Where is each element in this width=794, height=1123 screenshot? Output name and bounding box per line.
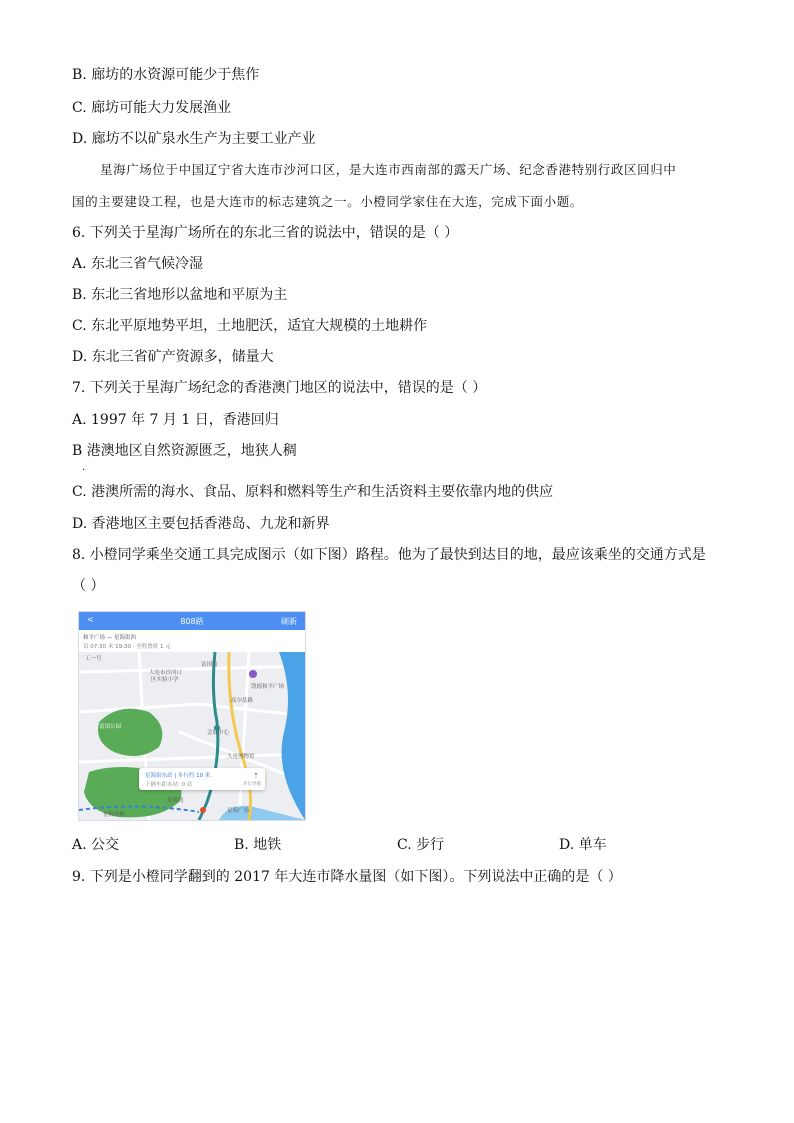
map-route-stops: 和平广场 — 星海街西: [83, 635, 136, 641]
q7-option-c: C. 港澳所需的海水、食品、原料和燃料等生产和生活资料主要依靠内地的供应: [72, 484, 554, 500]
q8-option-b: B. 地铁: [234, 837, 282, 853]
bus-route-map-screenshot: [78, 611, 306, 821]
map-label-2: 大连市沙河口: [149, 670, 183, 676]
q5-option-d: D. 廊坊不以矿泉水生产为主要工业产业: [72, 131, 316, 147]
q6-option-d: D. 东北三省矿产资源多，储量大: [72, 349, 274, 365]
map-route-info: [79, 630, 305, 652]
reading-passage: [72, 160, 732, 212]
poi-marker: [249, 670, 257, 678]
map-label-9: 大连博物馆: [227, 754, 255, 760]
passage-line-2: 国的主要建设工程，也是大连市的标志建筑之一。小橙同学家住在大连，完成下面小题。: [72, 194, 583, 209]
walk-navigation-label: 步行导航: [243, 782, 261, 787]
q7-option-d: D. 香港地区主要包括香港岛、九龙和新界: [72, 516, 330, 532]
q8-option-a: A. 公交: [72, 837, 120, 853]
question-8: 8. 小橙同学乘坐交通工具完成图示（如下图）路程。他为了最快到达目的地，最应该乘坐的交通方式是: [72, 547, 706, 563]
map-graphic: [79, 652, 305, 820]
question-6: 6. 下列关于星海广场所在的东北三省的说法中，错误的是（ ）: [72, 225, 459, 241]
walk-icon: ⇡: [253, 772, 259, 780]
q7-option-a: A. 1997 年 7 月 1 日，香港回归: [72, 412, 279, 428]
map-label-6: 高尔基路: [231, 698, 254, 704]
q6-option-c: C. 东北平原地势平坦，土地肥沃，适宜大规模的土地耕作: [72, 318, 428, 334]
map-label-12: 星海湾桥: [103, 812, 126, 818]
stop-info-popup: [139, 768, 265, 790]
destination-marker: [200, 807, 206, 813]
map-header-bar: [79, 612, 305, 630]
map-label-11: 星海广场: [227, 808, 250, 814]
stray-dot: .: [82, 462, 86, 473]
stop-name: 星海街东站 | 步行约 10 米: [145, 773, 211, 779]
map-refresh-label: 刷新: [281, 617, 297, 626]
map-label-3: 区实验小学: [151, 677, 179, 683]
q5-option-c: C. 廊坊可能大力发展渔业: [72, 100, 232, 116]
q5-option-b: B. 廊坊的水资源可能少于焦作: [72, 67, 260, 83]
map-route-title: 808路: [180, 617, 204, 626]
question-8-paren: （ ）: [72, 578, 105, 594]
map-label-4: 富国街: [201, 662, 218, 668]
q6-option-a: A. 东北三省气候冷湿: [72, 256, 204, 272]
map-schedule: 首 07:30 末 19:30 · 全程票价 1 元: [83, 644, 171, 650]
back-icon: <: [87, 615, 94, 624]
q7-option-b: B 港澳地区自然资源匮乏，地狭人稠: [72, 443, 297, 459]
map-label-7: 富国公园: [99, 724, 122, 730]
question-9: 9. 下列是小橙同学翻到的 2017 年大连市降水量图（如下图）。下列说法中正确的是（ ）: [72, 869, 622, 885]
passage-line-1: 星海广场位于中国辽宁省大连市沙河口区，是大连市西南部的露天广场、纪念香港特别行政区回归中: [100, 162, 677, 177]
q8-option-d: D. 单车: [559, 837, 607, 853]
question-7: 7. 下列关于星海广场纪念的香港澳门地区的说法中，错误的是（ ）: [72, 380, 487, 396]
map-label-1: 工一号: [85, 656, 102, 662]
map-label-10: 星海湾: [167, 798, 184, 804]
q8-option-c: C. 步行: [397, 837, 445, 853]
next-bus-info: 下辆车距本站: 0 站: [145, 782, 193, 788]
q6-option-b: B. 东北三省地形以盆地和平原为主: [72, 287, 288, 303]
map-label-5: 凯德和平广场: [251, 684, 285, 690]
map-label-8: 会展中心: [207, 730, 230, 736]
